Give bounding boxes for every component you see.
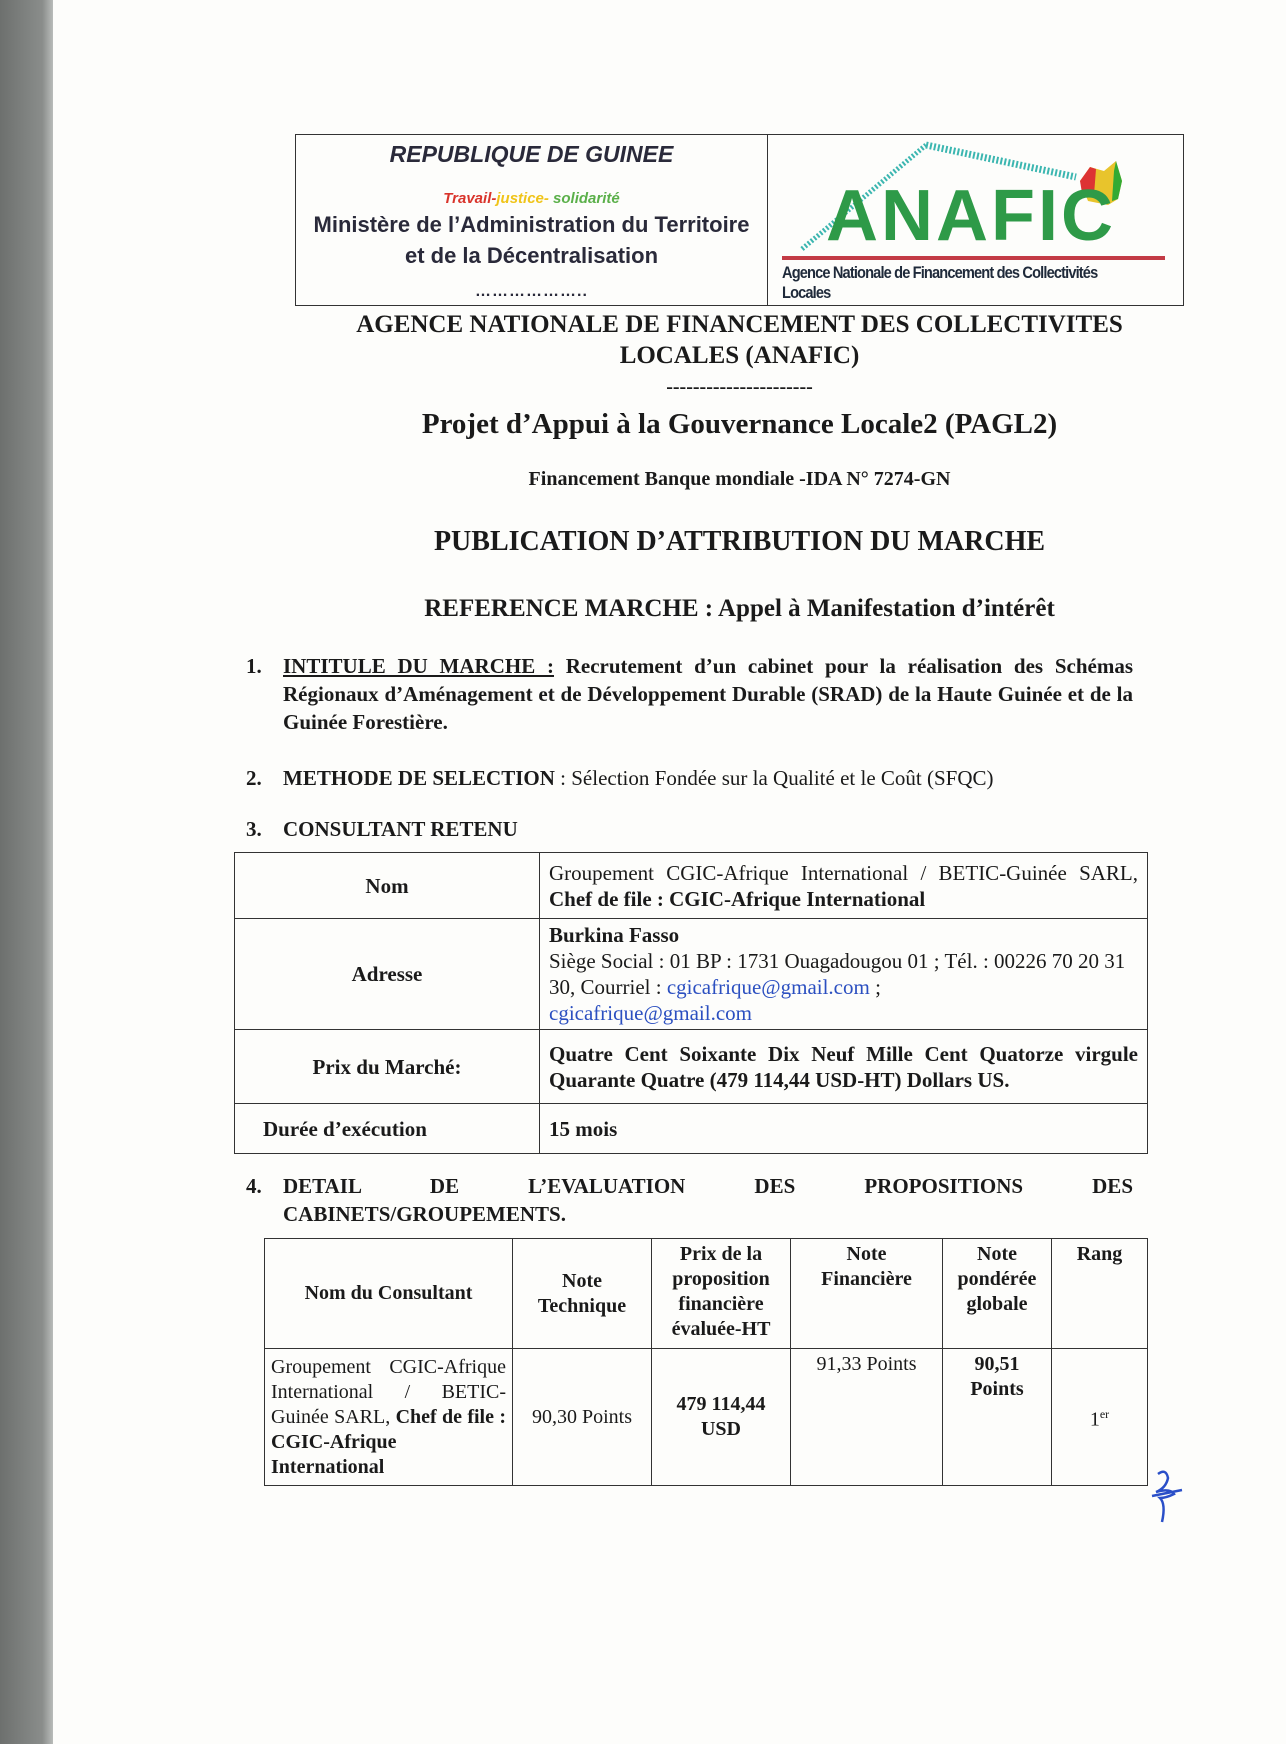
reference-line: REFERENCE MARCHE : Appel à Manifestation d’intérêt: [424, 595, 1055, 622]
financing-line: Financement Banque mondiale -IDA N° 7274-GN: [528, 468, 951, 490]
header-rang: Rang: [1052, 1239, 1148, 1349]
motto-solidarite: solidarité: [548, 190, 620, 207]
header-prix: Prix de la proposition financière évaluée-HT: [652, 1239, 791, 1349]
ministry-line1: Ministère de l’Administration du Territoire: [313, 212, 750, 237]
republic-name: REPUBLIQUE DE GUINEE: [389, 141, 674, 167]
agency-title-line1: AGENCE NATIONALE DE FINANCEMENT DES COLLECTIVITES: [356, 311, 1123, 338]
dots: ………………..: [475, 283, 588, 300]
adresse-label: Adresse: [235, 919, 540, 1030]
section-number: 4.: [246, 1174, 262, 1198]
note-financiere: 91,33 Points: [791, 1349, 943, 1486]
evaluation-table: [264, 1238, 1148, 1486]
motto: [296, 190, 767, 207]
nom-lead: Chef de file : CGIC-Afrique International: [549, 886, 926, 911]
separator: ;: [869, 975, 881, 999]
section-number: 1.: [246, 654, 262, 678]
consultant-table: [234, 852, 1148, 1154]
ministry-line2: et de la Décentralisation: [404, 243, 659, 268]
motto-travail: Travail-: [443, 190, 497, 207]
signature-initials-icon: [1148, 1466, 1188, 1526]
anafic-logo: [768, 135, 1183, 305]
rang-number: 1: [1089, 1408, 1100, 1431]
prix-label: Prix du Marché:: [235, 1030, 540, 1104]
ministry: [296, 209, 767, 271]
table-row: [235, 1104, 1148, 1154]
section-label: DETAIL DE L’EVALUATION DES PROPOSITIONS DES CABINETS/GROUPEMENTS.: [283, 1174, 1133, 1226]
section-label: CONSULTANT RETENU: [283, 817, 518, 841]
motto-justice: justice-: [496, 190, 549, 207]
duree-value: 15 mois: [540, 1104, 1148, 1154]
table-row: [235, 853, 1148, 919]
nom-label: Nom: [235, 853, 540, 919]
logo-text: ANAFIC: [826, 176, 1116, 256]
adresse-text: Siège Social : 01 BP : 1731 Ouagadougou 01 ; Tél. : 00226 70 20 31 30, Courriel :: [549, 949, 1126, 999]
header-note-technique: Note Technique: [513, 1239, 652, 1349]
publication-title: PUBLICATION D’ATTRIBUTION DU MARCHE: [433, 526, 1046, 557]
duree-label: Durée d’exécution: [235, 1104, 540, 1154]
logo-underline: [782, 256, 1165, 260]
agency-title-line2: LOCALES (ANAFIC): [619, 342, 860, 369]
table-row: [235, 919, 1148, 1030]
rang-suffix: er: [1099, 1406, 1110, 1421]
section-consultant: [246, 815, 1133, 843]
consultant-name: [265, 1349, 513, 1486]
table-row: [265, 1349, 1148, 1486]
note-globale: 90,51 Points: [943, 1349, 1052, 1486]
section-intitule: [246, 652, 1133, 736]
consultant-lead: Chef de file : CGIC-Afrique International: [271, 1405, 506, 1478]
letterhead: [295, 134, 1184, 306]
adresse-value: [540, 919, 1148, 1030]
header-note-globale: Note pondérée globale: [943, 1239, 1052, 1349]
note-technique: 90,30 Points: [513, 1349, 652, 1486]
section-text: Recrutement d’un cabinet pour la réalisation des Schémas Régionaux d’Aménagement et de Développement Durable (SRAD) de la Haute Guinée et de la Guinée Forestière.: [283, 654, 1134, 734]
email-link[interactable]: cgicafrique@gmail.com: [666, 975, 870, 999]
section-label: METHODE DE SELECTION: [283, 766, 555, 790]
section-label: INTITULE DU MARCHE :: [283, 654, 554, 678]
adresse-country: Burkina Fasso: [549, 923, 680, 947]
separator: ----------------------: [666, 376, 813, 398]
project-title: Projet d’Appui à la Gouvernance Locale2 (PAGL2): [421, 408, 1058, 440]
section-methode: [246, 764, 1133, 792]
scan-edge: [0, 0, 53, 1744]
nom-value: [540, 853, 1148, 919]
section-number: 3.: [246, 817, 262, 841]
table-row: [235, 1030, 1148, 1104]
table-header-row: [265, 1239, 1148, 1349]
nom-text: Groupement CGIC-Afrique International / BETIC-Guinée SARL,: [549, 860, 1138, 885]
logo-subtitle: Agence Nationale de Financement des Collectivités Locales: [782, 263, 1098, 302]
letterhead-left: [296, 135, 768, 305]
section-text: : Sélection Fondée sur la Qualité et le Coût (SFQC): [554, 766, 994, 790]
email-link[interactable]: cgicafrique@gmail.com: [549, 1001, 753, 1025]
section-number: 2.: [246, 766, 262, 790]
agency-title: [295, 309, 1184, 371]
prix-value: Quatre Cent Soixante Dix Neuf Mille Cent Quatorze virgule Quarante Quatre (479 114,44 USD-HT) Dollars US.: [540, 1030, 1148, 1104]
header-nom: Nom du Consultant: [265, 1239, 513, 1349]
rang: [1052, 1349, 1148, 1486]
section-evaluation: [246, 1172, 1133, 1228]
prix-value: 479 114,44 USD: [652, 1349, 791, 1486]
header-note-financiere: Note Financière: [791, 1239, 943, 1349]
consultant-name-text: Groupement CGIC-Afrique International / BETIC-Guinée SARL,: [271, 1355, 506, 1428]
